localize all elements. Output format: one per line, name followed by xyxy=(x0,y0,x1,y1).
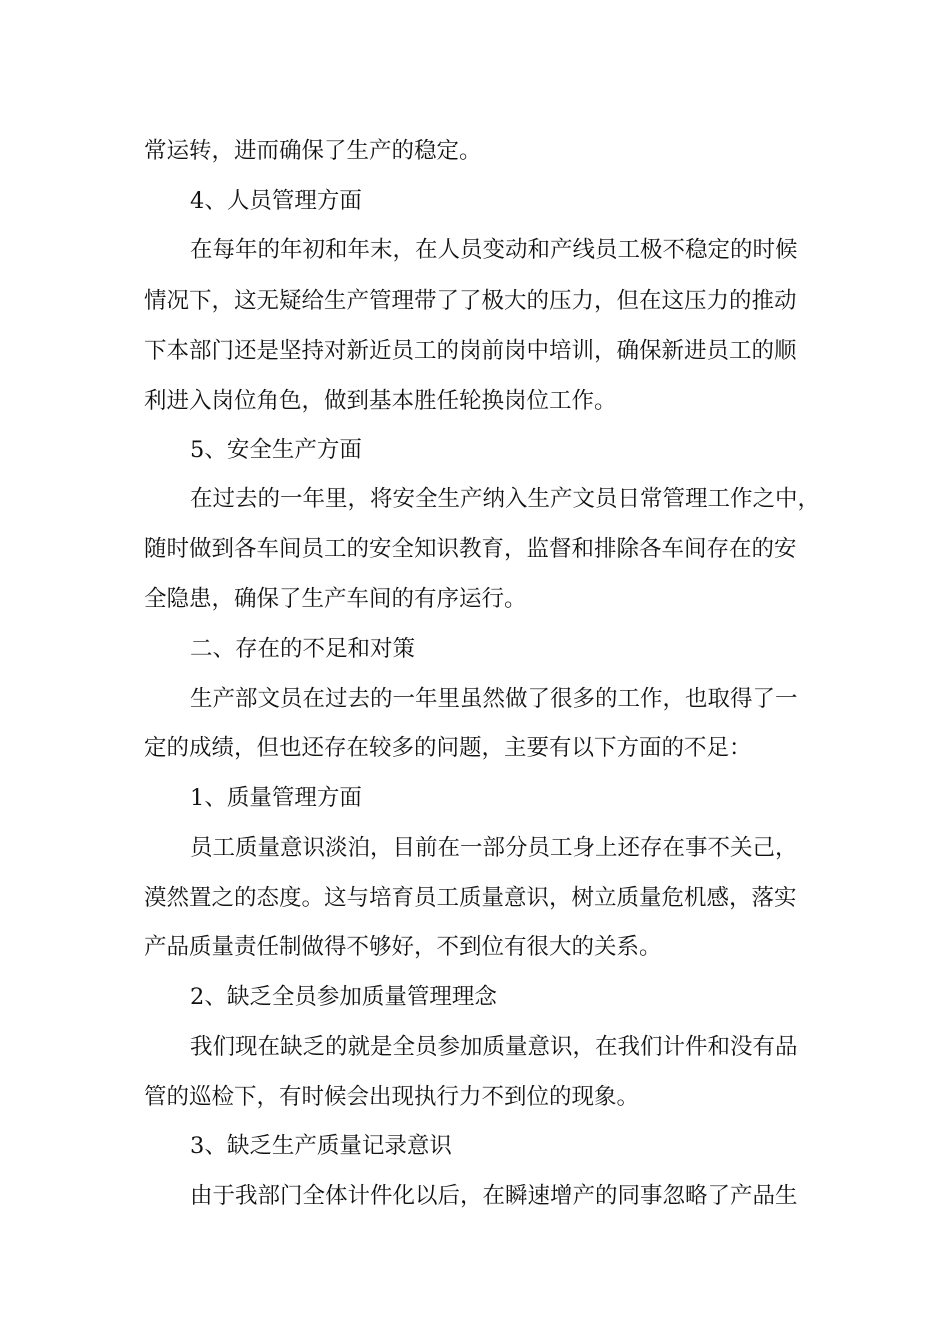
text-line: 常运转，进而确保了生产的稳定。 xyxy=(144,138,482,164)
section-heading: 4、人员管理方面 xyxy=(190,188,362,214)
text-line: 随时做到各车间员工的安全知识教育，监督和排除各车间存在的安 xyxy=(144,536,797,562)
text-line: 管的巡检下，有时候会出现执行力不到位的现象。 xyxy=(144,1084,640,1110)
text-line: 漠然置之的态度。这与培育员工质量意识，树立质量危机感，落实 xyxy=(144,885,797,911)
text-line: 在过去的一年里，将安全生产纳入生产文员日常管理工作之中， xyxy=(190,486,821,512)
text-line: 下本部门还是坚持对新近员工的岗前岗中培训，确保新进员工的顺 xyxy=(144,338,797,364)
section-heading: 5、安全生产方面 xyxy=(190,437,362,463)
text-line: 由于我部门全体计件化以后，在瞬速增产的同事忽略了产品生 xyxy=(190,1183,798,1209)
section-heading: 3、缺乏生产质量记录意识 xyxy=(190,1133,452,1159)
section-heading: 2、缺乏全员参加质量管理理念 xyxy=(190,984,497,1010)
section-heading: 1、质量管理方面 xyxy=(190,785,362,811)
text-line: 情况下，这无疑给生产管理带了了极大的压力，但在这压力的推动 xyxy=(144,288,797,314)
text-line: 产品质量责任制做得不够好，不到位有很大的关系。 xyxy=(144,934,662,960)
text-line: 在每年的年初和年末，在人员变动和产线员工极不稳定的时候 xyxy=(190,237,798,263)
text-line: 定的成绩，但也还存在较多的问题，主要有以下方面的不足： xyxy=(144,735,752,761)
text-line: 生产部文员在过去的一年里虽然做了很多的工作，也取得了一 xyxy=(190,686,798,712)
section-heading: 二、存在的不足和对策 xyxy=(190,636,416,662)
text-line: 全隐患，确保了生产车间的有序运行。 xyxy=(144,586,527,612)
text-line: 利进入岗位角色，做到基本胜任轮换岗位工作。 xyxy=(144,388,617,414)
text-line: 我们现在缺乏的就是全员参加质量意识，在我们计件和没有品 xyxy=(190,1034,798,1060)
text-line: 员工质量意识淡泊，目前在一部分员工身上还存在事不关己， xyxy=(190,835,798,861)
